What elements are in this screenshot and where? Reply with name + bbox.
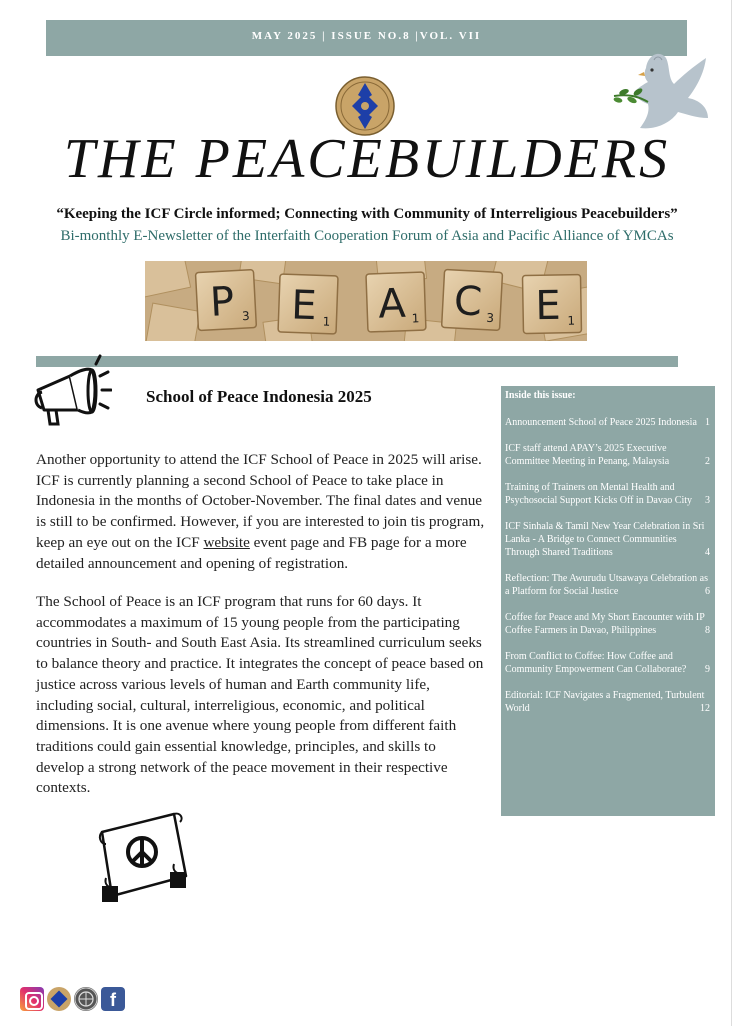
tile-score: 1 — [411, 311, 420, 326]
newsletter-title: THE PEACEBUILDERS — [63, 128, 671, 190]
peace-tile — [522, 275, 581, 334]
toc-item-label: Editorial: ICF Navigates a Fragmented, Turbulent World — [505, 690, 705, 714]
toc-item[interactable] — [505, 520, 712, 559]
toc-item-page: 12 — [700, 703, 710, 714]
facebook-icon[interactable]: f — [101, 987, 125, 1011]
toc-item-page: 9 — [705, 664, 710, 675]
social-links — [20, 987, 125, 1011]
tagline: “Keeping the ICF Circle informed; Connecting with Community of Interreligious Peacebuilders” — [56, 206, 678, 222]
website-link[interactable]: website — [203, 533, 250, 551]
article-title: School of Peace Indonesia 2025 — [146, 387, 372, 406]
issue-line: MAY 2025 | ISSUE NO.8 |VOL. VII — [251, 30, 482, 42]
toc-item-label: Training of Trainers on Mental Health and Psychosocial Support Kicks Off in Davao City — [505, 482, 693, 506]
article-paragraph-1 — [36, 450, 486, 574]
toc-item[interactable] — [505, 481, 712, 507]
peace-placard-icon — [94, 808, 194, 908]
megaphone-icon — [30, 354, 112, 430]
tile-letter: E — [534, 282, 562, 330]
issue-bar — [46, 20, 687, 56]
ymca-emblem-icon — [74, 987, 98, 1011]
subtagline: Bi-monthly E-Newsletter of the Interfaith Cooperation Forum of Asia and Pacific Alliance of YMCAs — [60, 228, 674, 244]
toc-item-label: Coffee for Peace and My Short Encounter with IP Coffee Farmers in Davao, Philippines — [505, 612, 705, 636]
toc-item[interactable] — [505, 416, 712, 429]
toc-item-page: 2 — [705, 456, 710, 467]
peace-tile — [278, 274, 338, 334]
paragraph-1-text-b: event page and FB page for a more detailed announcement and opening of registration. — [36, 533, 467, 572]
tile-score: 3 — [485, 310, 495, 326]
toc-item-label: ICF Sinhala & Tamil New Year Celebration in Sri Lanka - A Bridge to Connect Communities Through Shared Traditions — [505, 521, 705, 558]
tile-letter: A — [377, 280, 407, 328]
toc-item-label: ICF staff attend APAY’s 2025 Executive Committee Meeting in Penang, Malaysia — [505, 443, 670, 467]
toc-item[interactable] — [505, 650, 712, 676]
peace-tile — [442, 269, 503, 330]
toc-item-label: Reflection: The Awurudu Utsawaya Celebration as a Platform for Social Justice — [505, 573, 709, 597]
toc-item[interactable] — [505, 442, 712, 468]
icf-logo-icon[interactable] — [47, 987, 71, 1011]
table-of-contents — [501, 386, 715, 816]
toc-item[interactable] — [505, 689, 712, 715]
toc-item[interactable] — [505, 572, 712, 598]
ymca-logo-icon[interactable] — [74, 987, 98, 1011]
tile-letter: P — [208, 278, 236, 326]
toc-heading: Inside this issue: — [505, 390, 576, 401]
toc-item-label: From Conflict to Coffee: How Coffee and Community Empowerment Can Collaborate? — [505, 651, 687, 675]
tile-letter: C — [452, 278, 484, 326]
toc-item-label: Announcement School of Peace 2025 Indonesia — [505, 417, 697, 428]
peace-tiles-banner — [145, 261, 587, 341]
tile-score: 1 — [322, 314, 331, 329]
peace-tile — [195, 270, 256, 331]
toc-item[interactable] — [505, 611, 712, 637]
tile-score: 1 — [567, 313, 576, 328]
instagram-icon[interactable] — [20, 987, 44, 1011]
section-divider — [36, 356, 678, 367]
tile-group — [195, 269, 581, 333]
paragraph-1-text-a: Another opportunity to attend the ICF School of Peace in 2025 will arise. ICF is currently planning a second School of Peace to take place in Indonesia in the months of October-November. The final dates and venue is still to be confirmed. However, if you are interested to join tis program, keep an eye out on the ICF — [36, 451, 485, 551]
article-paragraph-2: The School of Peace is an ICF program that runs for 60 days. It accommodates a maximum of 15 young people from the participating countries in South- and South East Asia. Its streamlined curriculum seeks to balance theory and practice. It integrates the concept of peace based on justice across various levels of human and Earth community life, including social, cultural, interreligious, economic, and political dimensions. It is one avenue where young people from different faith traditions could gain essential knowledge, principles, and skills to develop a strong network of the peace movement in their respective contexts. — [36, 593, 484, 797]
toc-item-page: 4 — [705, 547, 710, 558]
tile-score: 3 — [241, 308, 250, 324]
tile-letter: E — [290, 282, 318, 330]
peace-tile — [366, 272, 426, 332]
toc-item-page: 1 — [705, 417, 710, 428]
toc-item-page: 3 — [705, 495, 710, 506]
toc-item-page: 6 — [705, 586, 710, 597]
toc-item-page: 8 — [705, 625, 710, 636]
